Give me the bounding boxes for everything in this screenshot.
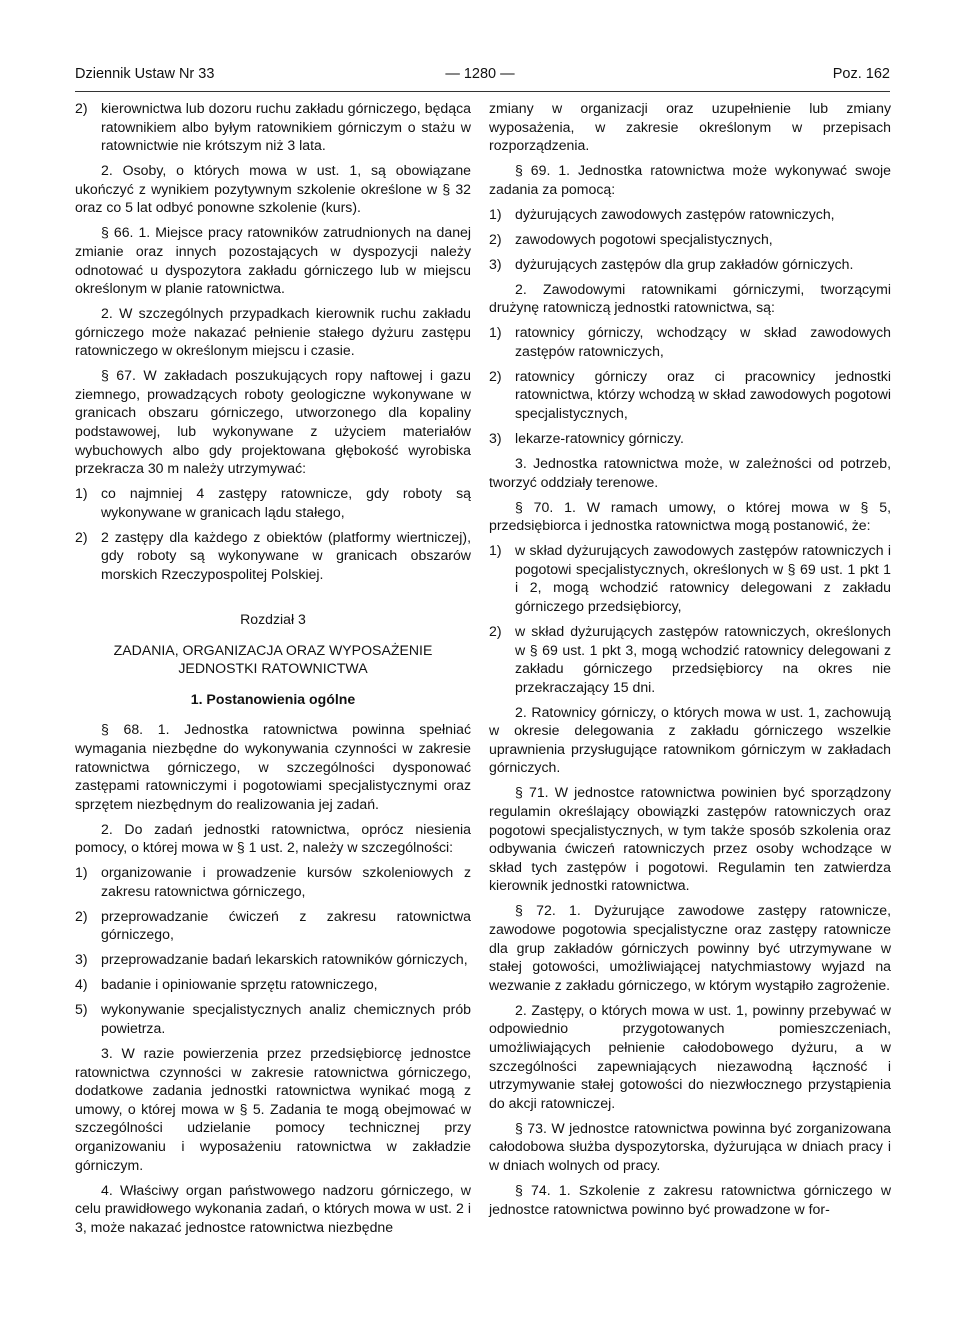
item-text: organizowanie i prowadzenie kursów szkoleniowych z zakresu ratownictwa górniczego, [101, 864, 471, 899]
section-69-1: § 69. 1. Jednostka ratownictwa może wykonywać swoje zadania za pomocą: [489, 162, 891, 197]
item-text: badanie i opiniowanie sprzętu ratowniczego, [101, 976, 378, 993]
item-text: co najmniej 4 zastępy ratownicze, gdy roboty są wykonywane w granicach lądu stałego, [101, 485, 471, 520]
section-70-1: § 70. 1. W ramach umowy, o której mowa w § 5, przedsiębiorca i jednostka ratownictwa mogą postanowić, że: [489, 498, 891, 534]
paragraph: 2. Osoby, o których mowa w ust. 1, są obowiązane ukończyć z wynikiem pozytywnym szkolenie określone w § 32 oraz co 5 lat odbyć ponowne szkolenie (kurs). [75, 162, 471, 216]
item-number: 2) [489, 230, 502, 247]
chapter-title-line-1: ZADANIA, ORGANIZACJA ORAZ WYPOSAŻENIE [113, 641, 433, 658]
item-number: 4) [75, 976, 88, 993]
section-68-2: 2. Do zadań jednostki ratownictwa, oprócz niesienia pomocy, o której mowa w § 1 ust. 2, należy w szczególności: [75, 820, 471, 856]
section-74-1: § 74. 1. Szkolenie z zakresu ratownictwa górniczego w jednostce ratownictwa powinno być prowadzone w for- [489, 1181, 891, 1217]
item-text: zawodowych pogotowi specjalistycznych, [515, 230, 773, 247]
item-number: 3) [75, 951, 88, 968]
item-number: 2) [75, 528, 88, 545]
section-69-3: 3. Jednostka ratownictwa może, w zależności od potrzeb, tworzyć oddziały terenowe. [489, 455, 891, 490]
section-66-2: 2. W szczególnych przypadkach kierownik ruchu zakładu górniczego może nakazać pełnienie stałego dyżuru zastępu ratowniczego w określonym miejscu i czasie. [75, 305, 471, 359]
item-text: lekarze-ratownicy górniczy. [515, 430, 684, 447]
list-item [75, 484, 471, 521]
item-text: przeprowadzanie badań lekarskich ratowników górniczych, [101, 951, 468, 968]
section-69-2: 2. Zawodowymi ratownikami górniczymi, tworzącymi drużynę ratowniczą jednostki ratownictwa, są: [489, 280, 891, 316]
list-item [75, 528, 471, 584]
item-text: ratownicy górniczy, wchodzący w skład zawodowych zastępów ratowniczych, [515, 324, 891, 359]
item-number: 2) [489, 622, 502, 639]
list-item [489, 622, 891, 696]
section-68-3: 3. W razie powierzenia przez przedsiębiorcę jednostce ratownictwa czynności w zakresie ratownictwa górniczego, dodatkowe zadania jednostki ratownictwa wynikać mogą z umowy, o której mowa w § 5. Zadania te mogą obejmować w szczególności udzielanie pomocy technicznej przy organizowaniu i wyposażeniu ratownictwa w zakładzie górniczym. [75, 1045, 471, 1173]
journal-title: Dziennik Ustaw Nr 33 [75, 66, 215, 82]
list-item [75, 950, 471, 969]
position-number: Poz. 162 [832, 66, 890, 82]
page-number: — 1280 — [445, 66, 515, 82]
header-rule [75, 91, 890, 92]
item-number: 3) [489, 430, 502, 447]
item-number: 1) [75, 485, 88, 502]
item-number: 3) [489, 255, 502, 272]
item-text: ratownicy górniczy oraz ci pracownicy jednostki ratownictwa, którzy wchodzą w skład zawodowych pogotowi specjalistycznych, [515, 367, 891, 422]
list-item [75, 975, 471, 994]
list-item [75, 907, 471, 944]
section-70-2: 2. Ratownicy górniczy, o których mowa w ust. 1, zachowują w okresie delegowania z zakładu górniczego wszelkie uprawnienia przysługujące ratownikom górniczym w zakładach górniczych. [489, 703, 891, 776]
list-item [489, 541, 891, 615]
section-72-1: § 72. 1. Dyżurujące zawodowe zastępy ratownicze, zawodowe pogotowia specjalistyczne oraz zastępy ratownicze dla grup zakładów górniczych powinny być utrzymywane w stałej gotowości, umożliwiającej natychmiastowy wyjazd na wezwanie z zakładu górniczego, w którym wystąpiło zagrożenie. [489, 902, 891, 993]
list-item [75, 1000, 471, 1037]
item-text: wykonywanie specjalistycznych analiz chemicznych prób powietrza. [101, 1001, 471, 1037]
list-item [489, 230, 891, 249]
item-number: 2) [75, 907, 88, 924]
item-text: w skład dyżurujących zastępów ratowniczych, określonych w § 69 ust. 1 pkt 3, mogą wchodzić ratownicy delegowani z zakładu górniczego przedsiębiorcy na okres nie przekraczający 15 dni. [515, 622, 891, 695]
section-68-4: 4. Właściwy organ państwowego nadzoru górniczego, w celu prawidłowego wykonania zadań, o których mowa w ust. 2 i 3, może nakazać jednostce ratownictwa niezbędne [75, 1181, 471, 1235]
chapter-title-line-2: JEDNOSTKI RATOWNICTWA [178, 660, 368, 677]
item-text: 2 zastępy dla każdego z obiektów (platformy wiertniczej), gdy roboty są wykonywane w granicach obszarów morskich Rzeczypospolitej Polskiej. [101, 528, 471, 582]
item-text: kierownictwa lub dozoru ruchu zakładu górniczego, będąca ratownikiem albo byłym ratownikiem górniczym o stażu w ratownictwie nie krótszym niż 3 lata. [101, 100, 471, 154]
continued-paragraph: zmiany w organizacji oraz uzupełnienie lub zmiany wyposażenia, w zakresie określonym w przepisach rozporządzenia. [489, 100, 891, 154]
item-text: przeprowadzanie ćwiczeń z zakresu ratownictwa górniczego, [101, 907, 471, 943]
section-71: § 71. W jednostce ratownictwa powinien być sporządzony regulamin określający obowiązki zastępów ratowniczych oraz pogotowi specjalistycznych, w tym także sposób szkolenia oraz odbywania ćwiczeń ratowniczych przez osoby wchodzące w skład tych zastępów i pogotowi. Regulamin ten zatwierdza kierownik jednostki ratownictwa. [489, 784, 891, 894]
item-number: 1) [489, 324, 502, 341]
item-number: 5) [75, 1001, 88, 1018]
item-text: w skład dyżurujących zawodowych zastępów ratowniczych i pogotowi specjalistycznych, określonych w § 69 ust. 1 pkt 1 i 2, mogą wchodzić ratownicy delegowani z zakładu górniczego przedsiębiorcy, [515, 542, 891, 614]
list-item [489, 323, 891, 360]
list-item [489, 429, 891, 448]
section-68-1: § 68. 1. Jednostka ratownictwa powinna spełniać wymagania niezbędne do wykonywania czynności w zakresie ratownictwa górniczego, w szczególności dysponować zastępami ratowniczymi i pogotowiami specjalistycznymi oraz sprzętem niezbędnym do realizowania jej zadań. [75, 721, 471, 812]
chapter-number: Rozdział 3 [240, 610, 306, 627]
item-number: 1) [489, 542, 502, 559]
list-item [489, 205, 891, 224]
section-73: § 73. W jednostce ratownictwa powinna być zorganizowana całodobowa służba dyspozytorska, dyżurująca w dniach pracy i w dniach wolnych od pracy. [489, 1119, 891, 1173]
item-number: 2) [75, 100, 88, 116]
list-item [489, 255, 891, 274]
list-item [75, 99, 471, 155]
item-number: 1) [75, 864, 88, 881]
left-column [75, 99, 471, 1243]
right-column [489, 99, 891, 1224]
running-header [0, 66, 960, 88]
list-item [75, 863, 471, 900]
item-number: 2) [489, 367, 502, 384]
item-text: dyżurujących zawodowych zastępów ratowniczych, [515, 205, 835, 222]
item-text: dyżurujących zastępów dla grup zakładów górniczych. [515, 255, 854, 272]
section-72-2: 2. Zastępy, o których mowa w ust. 1, powinny przebywać w odpowiednio przygotowanych pomieszczeniach, umożliwiających pełnienie całodobowego dyżuru, a w szczególności zapewniających niezawodną łączność i utrzymywanie stałej gotowości do niezwłocznego przystąpienia do akcji ratowniczej. [489, 1001, 891, 1111]
section-66-1: § 66. 1. Miejsce pracy ratowników zatrudnionych na danej zmianie oraz innych pozostających w dyspozycji należy odnotować u dyspozytora zakładu górniczego lub w miejscu określonym w planie ratownictwa. [75, 224, 471, 297]
item-number: 1) [489, 205, 502, 222]
section-title: 1. Postanowienia ogólne [190, 690, 356, 707]
list-item [489, 367, 891, 423]
section-67: § 67. W zakładach poszukujących ropy naftowej i gazu ziemnego, prowadzących roboty geologiczne wykonywane w granicach obszaru górniczego, utworzonego dla kopaliny podstawowej, lub wykonywane z użyciem materiałów wybuchowych albo gdy projektowana głębokość wyrobiska przekracza 30 m należy utrzymywać: [75, 367, 471, 477]
